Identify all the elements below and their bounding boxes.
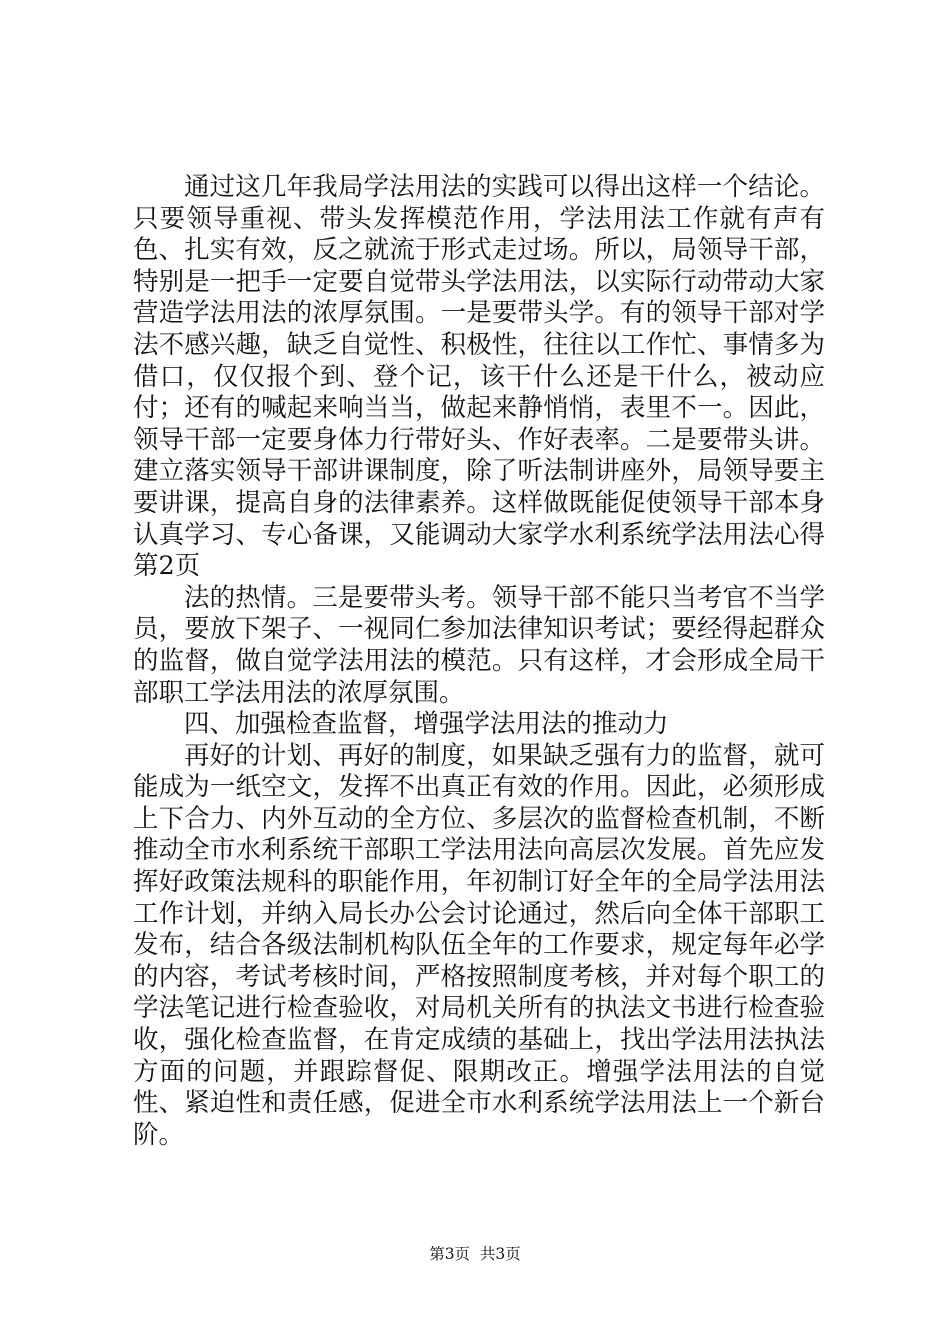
paragraph-2: 法的热情。三是要带头考。领导干部不能只当考官不当学员，要放下架子、一视同仁参加法律知识考试；要经得起群众的监督，做自觉学法用法的模范。只有这样，才会形成全局干部职工学法用法的浓厚氛围。 <box>133 582 825 708</box>
paragraph-3: 再好的计划、再好的制度，如果缺乏强有力的监督，就可能成为一纸空文，发挥不出真正有效的作用。因此，必须形成上下合力、内外互动的全方位、多层次的监督检查机制，不断推动全市水利系统干部职工学法用法向高层次发展。首先应发挥好政策法规科的职能作用，年初制订好全年的全局学法用法工作计划，并纳入局长办公会讨论通过，然后向全体干部职工发布，结合各级法制机构队伍全年的工作要求，规定每年必学的内容，考试考核时间，严格按照制度考核，并对每个职工的学法笔记进行检查验收，对局机关所有的执法文书进行检查验收，强化检查监督，在肯定成绩的基础上，找出学法用法执法方面的问题，并跟踪督促、限期改正。增强学法用法的自觉性、紧迫性和责任感，促进全市水利系统学法用法上一个新台阶。 <box>133 740 825 1150</box>
section-heading: 四、加强检查监督，增强学法用法的推动力 <box>184 709 669 740</box>
footer-spacer <box>470 1245 480 1263</box>
page-total: 共3页 <box>479 1245 521 1263</box>
page-number: 第3页 <box>429 1245 471 1263</box>
paragraph-1: 通过这几年我局学法用法的实践可以得出这样一个结论。只要领导重视、带头发挥模范作用，学法用法工作就有声有色、扎实有效，反之就流于形式走过场。所以，局领导干部，特别是一把手一定要自觉带头学法用法，以实际行动带动大家营造学法用法的浓厚氛围。一是要带头学。有的领导干部对学法不感兴趣，缺乏自觉性、积极性，往往以工作忙、事情多为借口，仅仅报个到、登个记，该干什么还是干什么，被动应付；还有的喊起来响当当，做起来静悄悄，表里不一。因此，领导干部一定要身体力行带好头、作好表率。二是要带头讲。建立落实领导干部讲课制度，除了听法制讲座外，局领导要主要讲课，提高自身的法律素养。这样做既能促使领导干部本身认真学习、专心备课，又能调动大家学水利系统学法用法心得第2页 <box>133 172 825 582</box>
page-footer <box>0 1244 950 1264</box>
document-body <box>133 172 825 1151</box>
